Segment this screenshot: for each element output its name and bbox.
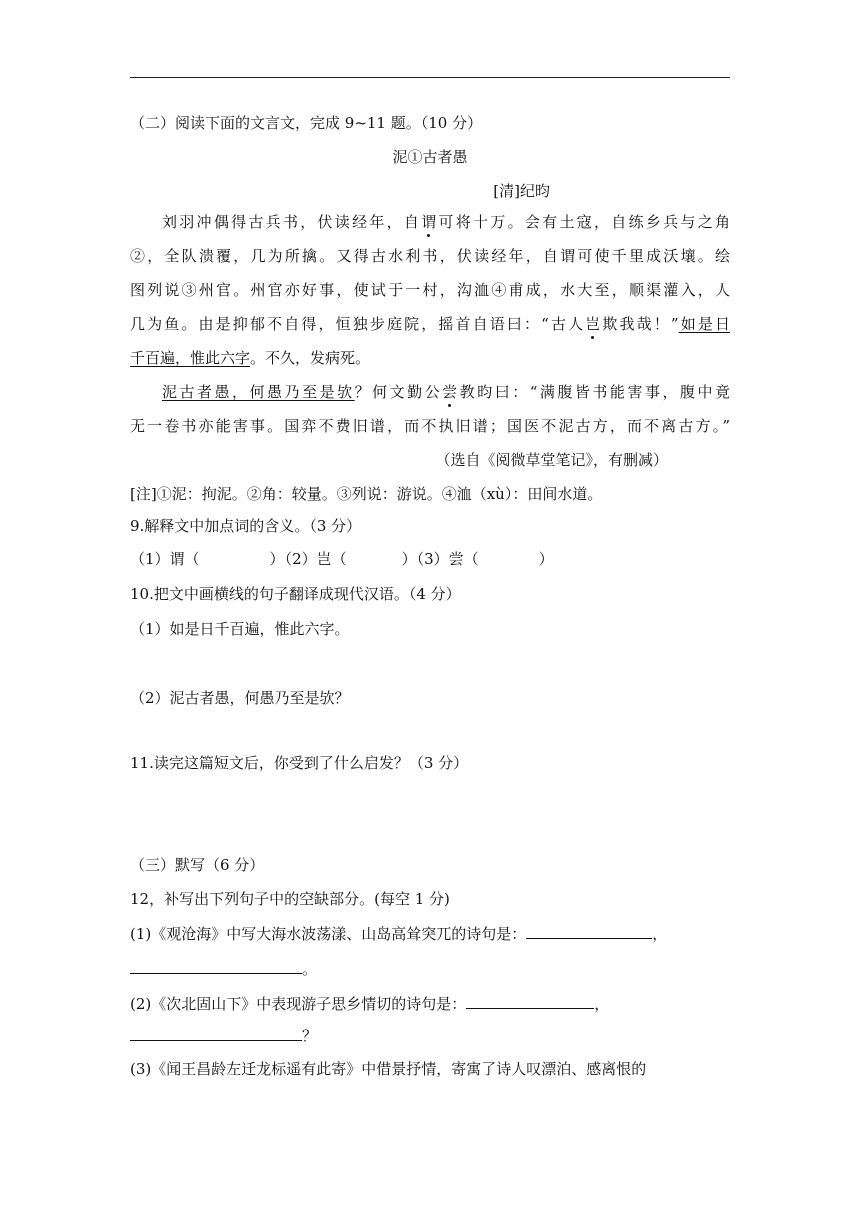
fill-item-2: (2)《次北固山下》中表现游子思乡情切的诗句是： ， — [130, 995, 610, 1013]
passage-title: 泥①古者愚 — [392, 148, 468, 166]
fill-blank[interactable] — [130, 959, 302, 974]
passage-line: 几为鱼。由是抑郁不自得，恒独步庭院，摇首自语曰：“古人岂欺我哉！”如是日 — [130, 315, 731, 333]
fill-blank[interactable] — [526, 924, 652, 939]
underlined-sentence: 千百遍，惟此六字 — [130, 349, 251, 367]
fill-blank[interactable] — [130, 1026, 302, 1041]
underlined-sentence: 泥古者愚，何愚乃至是欤 — [162, 383, 355, 401]
question-12: 12，补写出下列句子中的空缺部分。(每空 1 分) — [130, 890, 450, 908]
dotted-word: 尝 — [442, 383, 458, 401]
dotted-word: 岂 — [585, 315, 601, 333]
passage-author: [清]纪昀 — [493, 182, 550, 200]
question-10: 10.把文中画横线的句子翻译成现代汉语。（4 分） — [130, 585, 461, 603]
passage-line: 图列说③州官。州官亦好事，使试于一村，沟洫④甫成，水大至，顺渠灌入，人 — [130, 281, 730, 299]
fill-item-3: (3)《闻王昌龄左迁龙标遥有此寄》中借景抒情，寄寓了诗人叹漂泊、感离恨的 — [130, 1060, 647, 1078]
section-heading: （三）默写（6 分） — [130, 856, 265, 874]
passage-notes: [注]①泥：拘泥。②角：较量。③列说：游说。④洫（xù）：田间水道。 — [130, 485, 603, 503]
section-heading: （二）阅读下面的文言文，完成 9~11 题。（10 分） — [130, 114, 483, 132]
question-11: 11.读完这篇短文后，你受到了什么启发？（3 分） — [130, 754, 469, 772]
passage-line: ②，全队溃覆，几为所擒。又得古水利书，伏读经年，自谓可使千里成沃壤。绘 — [130, 247, 730, 265]
passage-line: 泥古者愚，何愚乃至是欤？何文勤公尝教昀曰：“满腹皆书能害事，腹中竟 — [162, 383, 730, 401]
question-10-sentence-2: （2）泥古者愚，何愚乃至是欤？ — [130, 689, 350, 707]
question-9: 9.解释文中加点词的含义。（3 分） — [130, 517, 362, 535]
passage-line: 千百遍，惟此六字。不久，发病死。 — [130, 349, 371, 367]
question-10-sentence-1: （1）如是日千百遍，惟此六字。 — [130, 620, 350, 638]
dotted-word: 谓 — [421, 213, 437, 231]
fill-item-1: (1)《观沧海》中写大海水波荡漾、山岛高耸突兀的诗句是： ， — [130, 925, 668, 943]
passage-line: 无一卷书亦能害事。国弈不费旧谱，而不执旧谱；国医不泥古方，而不离古方。” — [130, 417, 730, 435]
fill-blank[interactable] — [466, 994, 594, 1009]
fill-item-2-cont: ？ — [130, 1026, 317, 1046]
question-9-answers: （1）谓（ ）（2）岂（ ）（3）尝（ ） — [130, 550, 554, 568]
fill-item-1-cont: 。 — [130, 959, 317, 979]
header-rule — [130, 77, 730, 78]
underlined-sentence: 如是日 — [678, 315, 731, 333]
passage-line: 刘羽冲偶得古兵书，伏读经年，自谓可将十万。会有土寇，自练乡兵与之角 — [162, 213, 730, 231]
passage-source: （选自《阅微草堂笔记》，有删减） — [435, 451, 668, 469]
